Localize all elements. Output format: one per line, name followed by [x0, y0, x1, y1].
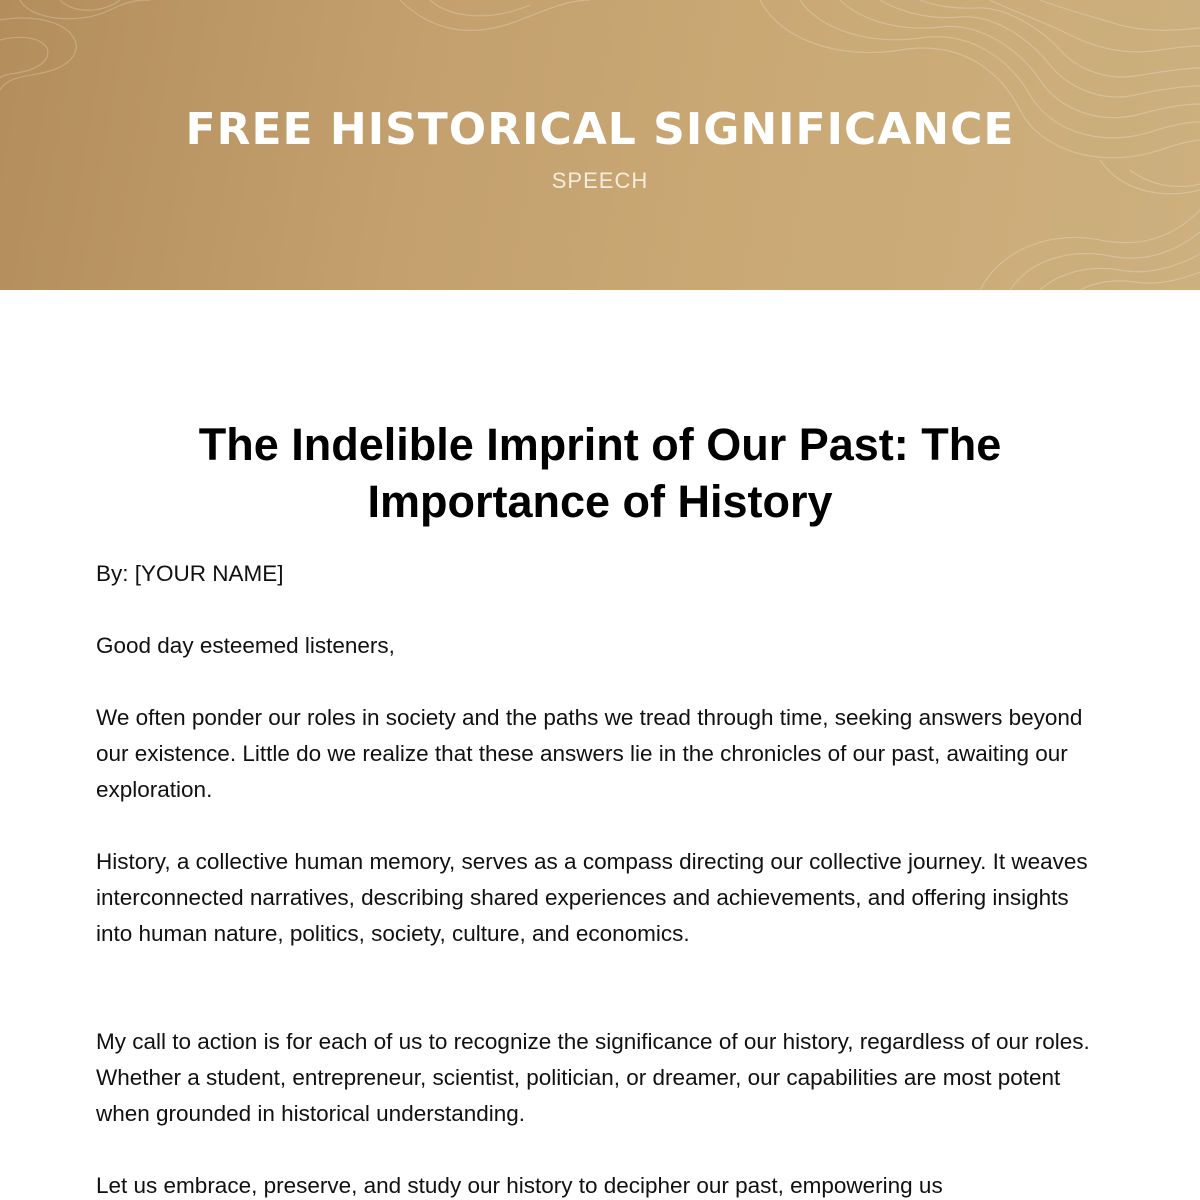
- banner-subtitle: SPEECH: [551, 168, 649, 193]
- greeting: Good day esteemed listeners,: [96, 633, 395, 658]
- paragraph: Let us embrace, preserve, and study our history to decipher our past, empowering us: [96, 1173, 943, 1198]
- paragraph: We often ponder our roles in society and the paths we tread through time, seeking answers beyond our existence. Little do we realize that these answers lie in the chronicles of our past, awaiting our exploration.: [96, 705, 1083, 802]
- document-title: The Indelible Imprint of Our Past: The Importance of History: [198, 419, 1002, 527]
- paragraph: History, a collective human memory, serves as a compass directing our collective journey. It weaves interconnected narratives, describing shared experiences and achievements, and offering insights into human nature, politics, society, culture, and economics.: [96, 849, 1088, 946]
- banner-title: FREE HISTORICAL SIGNIFICANCE: [185, 104, 1015, 155]
- author-byline: By: [YOUR NAME]: [96, 561, 284, 586]
- header-banner: [0, 0, 1200, 290]
- paragraph: My call to action is for each of us to recognize the significance of our history, regardless of our roles. Whether a student, entrepreneur, scientist, politician, or dreamer, our capabilities are most potent when grounded in historical understanding.: [96, 1029, 1090, 1126]
